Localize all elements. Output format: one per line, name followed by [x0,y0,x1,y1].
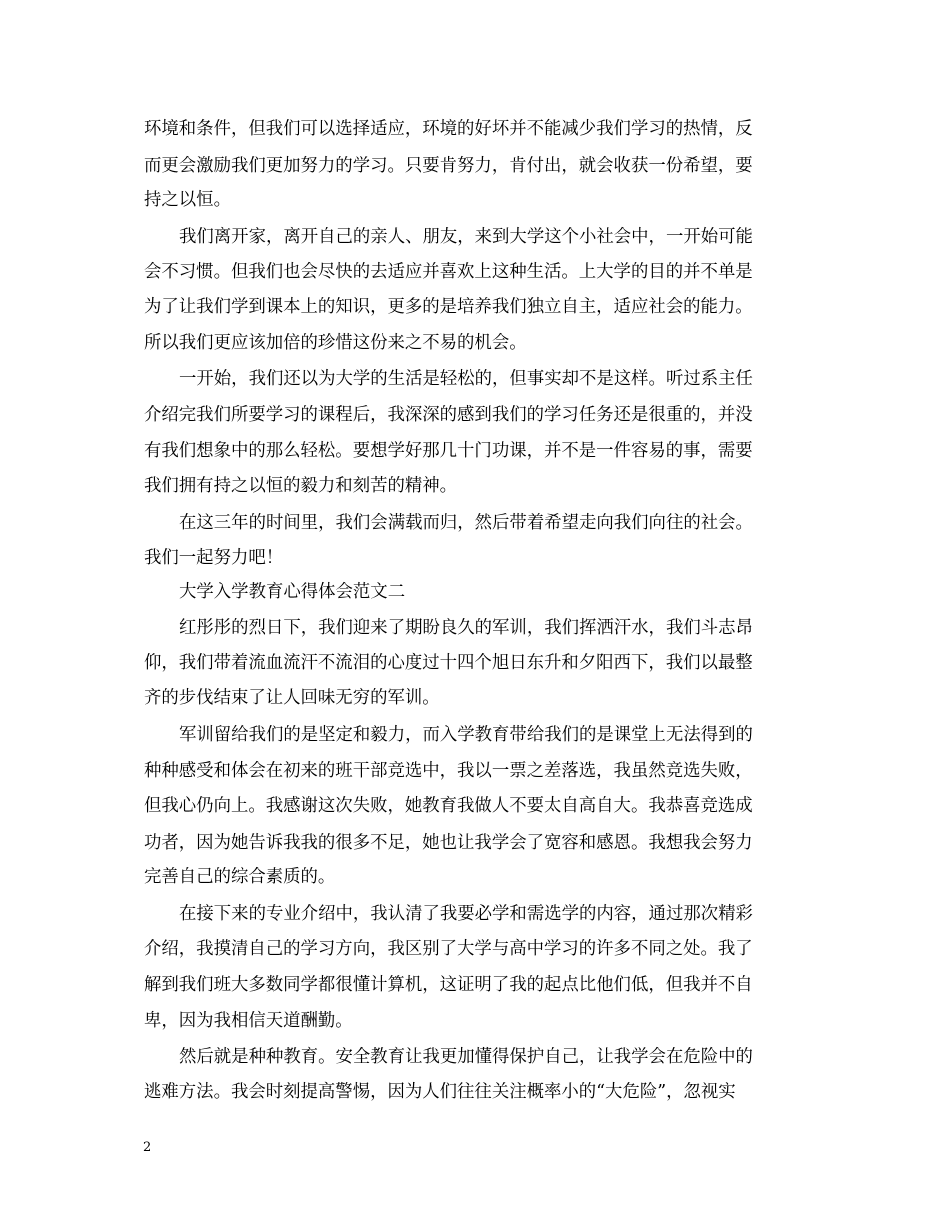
text-line: 卑，因为我相信天道酬勤。 [144,1011,353,1031]
text-line: 然后就是种种教育。安全教育让我更加懂得保护自己，让我学会在危险中的 [179,1047,753,1067]
text-line: 在接下来的专业介绍中，我认清了我要必学和需选学的内容，通过那次精彩 [179,904,753,924]
text-line: 完善自己的综合素质的。 [144,867,336,887]
text-line: 但我心仍向上。我感谢这次失败，她教育我做人不要太自高自大。我恭喜竞选成 [144,796,753,816]
text-line: 介绍完我们所要学习的课程后，我深深的感到我们的学习任务还是很重的，并没 [144,405,753,425]
text-line: 持之以恒。 [144,190,231,210]
text-line: 会不习惯。但我们也会尽快的去适应并喜欢上这种生活。上大学的目的并不单是 [144,262,753,282]
page-number: 2 [143,1140,152,1155]
text-line: 我们拥有持之以恒的毅力和刻苦的精神。 [144,476,458,496]
text-line: 介绍，我摸清自己的学习方向，我区别了大学与高中学习的许多不同之处。我了 [144,939,753,959]
text-line: 我们一起努力吧！ [144,548,284,568]
section-heading: 大学入学教育心得体会范文二 [179,582,406,602]
text-line: 而更会激励我们更加努力的学习。只要肯努力，肯付出，就会收获一份希望，要 [144,156,753,176]
text-line: 解到我们班大多数同学都很懂计算机，这证明了我的起点比他们低，但我并不自 [144,975,753,995]
text-line: 我们离开家，离开自己的亲人、朋友，来到大学这个小社会中，一开始可能 [179,227,753,247]
text-line: 环境和条件，但我们可以选择适应，环境的好坏并不能减少我们学习的热情，反 [144,119,753,139]
text-line: 种种感受和体会在初来的班干部竞选中，我以一票之差落选，我虽然竞选失败， [144,761,753,781]
text-line: 有我们想象中的那么轻松。要想学好那几十门功课，并不是一件容易的事，需要 [144,441,753,461]
text-line: 逃难方法。我会时刻提高警惕，因为人们往往关注概率小的“大危险”，忽视实 [144,1082,736,1102]
text-line: 一开始，我们还以为大学的生活是轻松的，但事实却不是这样。听过系主任 [179,369,753,389]
text-line: 所以我们更应该加倍的珍惜这份来之不易的机会。 [144,333,527,353]
text-line: 仰，我们带着流血流汗不流泪的心度过十四个旭日东升和夕阳西下，我们以最整 [144,653,753,673]
text-line: 军训留给我们的是坚定和毅力，而入学教育带给我们的是课堂上无法得到的 [179,725,753,745]
text-line: 红彤彤的烈日下，我们迎来了期盼良久的军训，我们挥洒汗水，我们斗志昂 [179,618,753,638]
text-line: 齐的步伐结束了让人回味无穷的军训。 [144,688,440,708]
text-line: 为了让我们学到课本上的知识，更多的是培养我们独立自主，适应社会的能力。 [144,297,753,317]
text-line: 功者，因为她告诉我我的很多不足，她也让我学会了宽容和感恩。我想我会努力 [144,833,753,853]
text-line: 在这三年的时间里，我们会满载而归，然后带着希望走向我们向往的社会。 [179,513,753,533]
